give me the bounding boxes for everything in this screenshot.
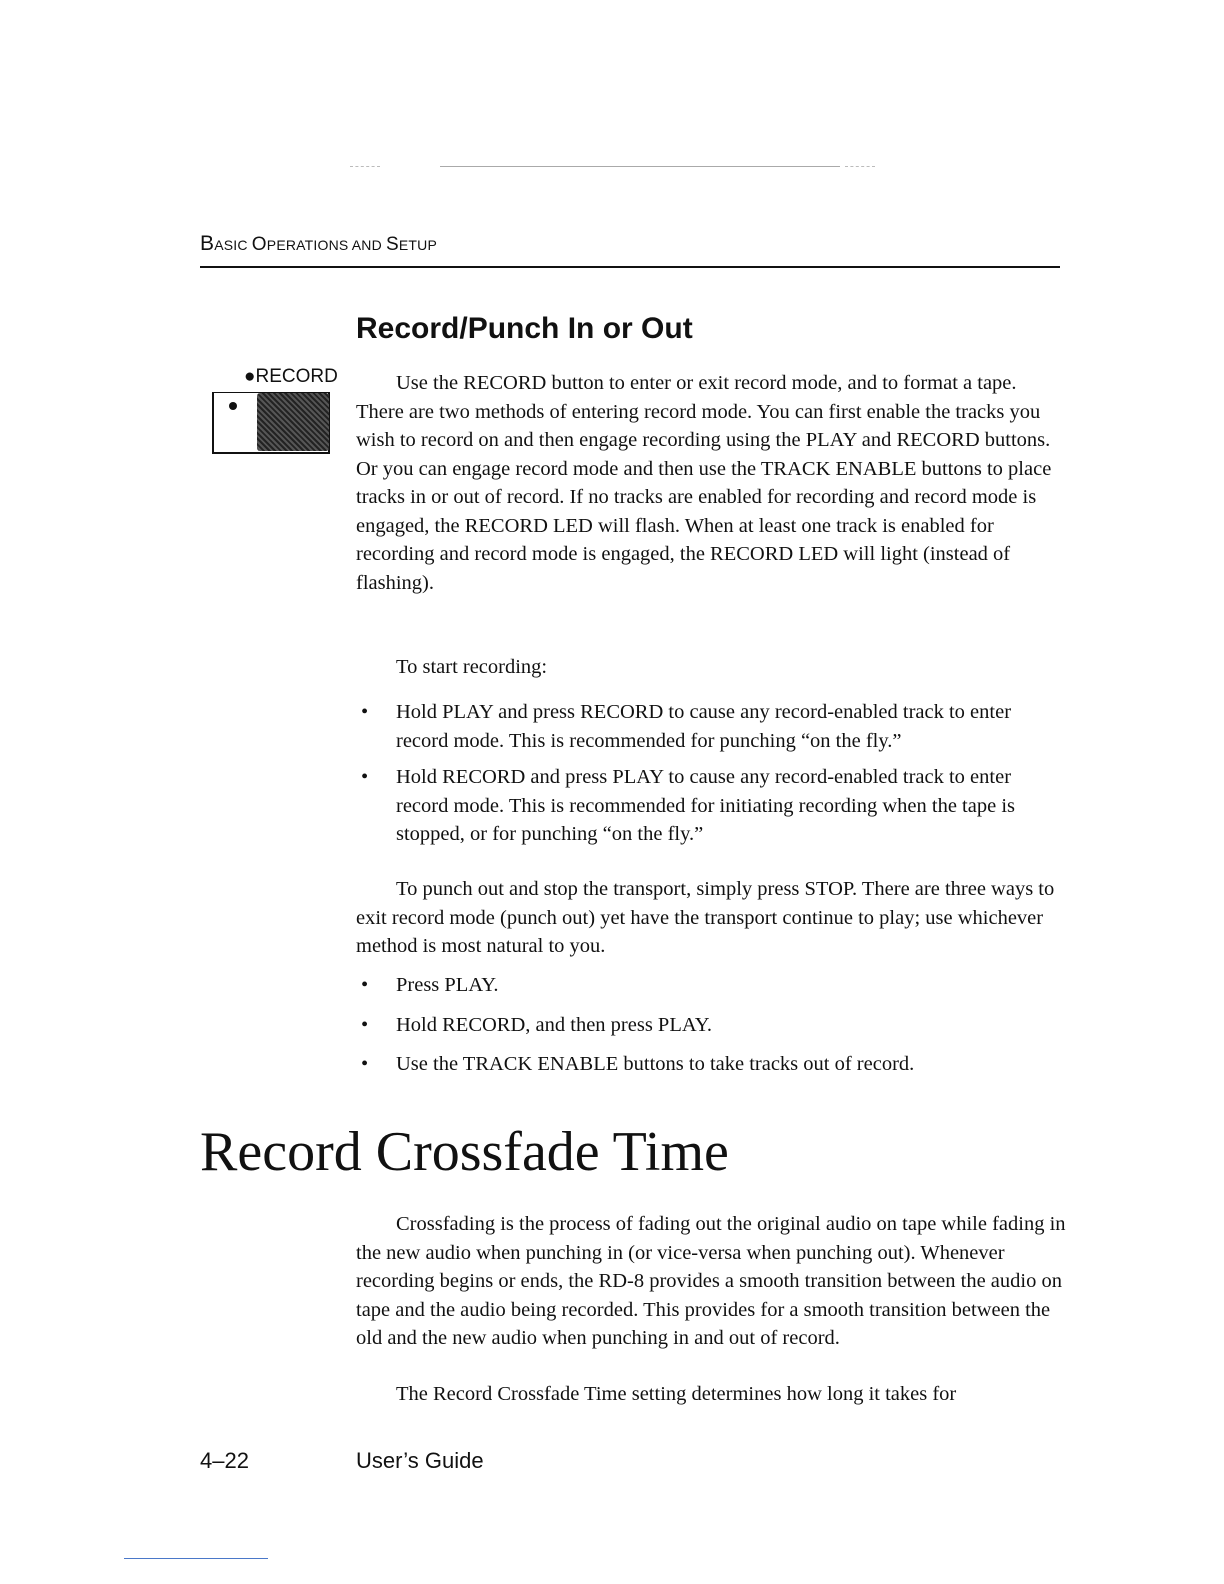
record-led-icon <box>229 402 237 410</box>
crossfade-paragraph-2: The Record Crossfade Time setting determines how long it takes for <box>396 1383 957 1405</box>
record-intro-paragraph: Use the RECORD button to enter or exit record mode, and to format a tape. There are two methods of entering record mode. You can first enable the tracks you wish to record on and then engage recording using the PLAY and RECORD buttons. Or you can engage record mode and then use the TRACK ENABLE buttons to place tracks in or out of record. If no tracks are enabled for recording and record mode is engaged, the RECORD LED will flash. When at least one track is enabled for recording and record mode is engaged, the RECORD LED will light (instead of flashing). <box>356 372 1052 594</box>
header-smallcaps: AND <box>351 237 387 253</box>
footer-title: User’s Guide <box>356 1448 484 1473</box>
scan-artifact-line <box>440 166 840 167</box>
record-button-label: ●RECORD <box>244 366 338 387</box>
record-button-icon <box>257 393 329 451</box>
bullet-icon: • <box>361 701 369 723</box>
start-recording-intro: To start recording: <box>396 656 548 678</box>
header-smallcaps: ETUP <box>398 237 438 253</box>
list-item: • Hold PLAY and press RECORD to cause any record-enabled track to enter record mode. This is recommended for punching “on the fly.” <box>356 698 1066 755</box>
bullet-icon: • <box>361 1053 369 1075</box>
header-initial: O <box>251 234 267 255</box>
scan-artifact-line <box>350 166 380 167</box>
record-button-illustration <box>212 392 330 454</box>
bullet-icon: • <box>361 1013 369 1036</box>
punch-out-paragraph: To punch out and stop the transport, simply press STOP. There are three ways to exit record mode (punch out) yet have the transport continue to play; use whichever method is most natural to you. <box>356 878 1055 957</box>
header-rule <box>200 266 1060 268</box>
list-item: • Hold RECORD and press PLAY to cause any record-enabled track to enter record mode. This is recommended for initiating recording when the tape is stopped, or for punching “on the fly.” <box>356 763 1066 849</box>
header-initial: S <box>386 234 399 255</box>
list-item: • Press PLAY. <box>356 971 1066 1000</box>
header-smallcaps: PERATIONS <box>266 237 352 253</box>
list-item: • Use the TRACK ENABLE buttons to take tracks out of record. <box>356 1050 1066 1079</box>
section-heading-crossfade: Record Crossfade Time <box>200 1121 729 1183</box>
bullet-icon: • <box>361 974 369 996</box>
scan-artifact-line <box>845 166 875 167</box>
list-item: • Hold RECORD, and then press PLAY. <box>356 1011 1066 1040</box>
section-heading-record-punch: Record/Punch In or Out <box>356 312 693 345</box>
page-number: 4–22 <box>200 1448 249 1473</box>
bullet-icon: • <box>361 766 369 788</box>
start-recording-list <box>356 698 1066 849</box>
running-header <box>200 232 437 256</box>
punch-out-list <box>356 971 1066 1079</box>
header-smallcaps: ASIC <box>214 237 252 253</box>
scan-artifact-line <box>124 1558 268 1559</box>
crossfade-paragraph: Crossfading is the process of fading out the original audio on tape while fading in the new audio when punching in (or vice-versa when punching out). Whenever recording begins or ends, the RD-8 provides a smooth transition between the audio on tape and the audio being recorded. This provides for a smooth transition between the old and the new audio when punching in and out of record. <box>356 1213 1066 1349</box>
header-initial: B <box>200 232 215 255</box>
